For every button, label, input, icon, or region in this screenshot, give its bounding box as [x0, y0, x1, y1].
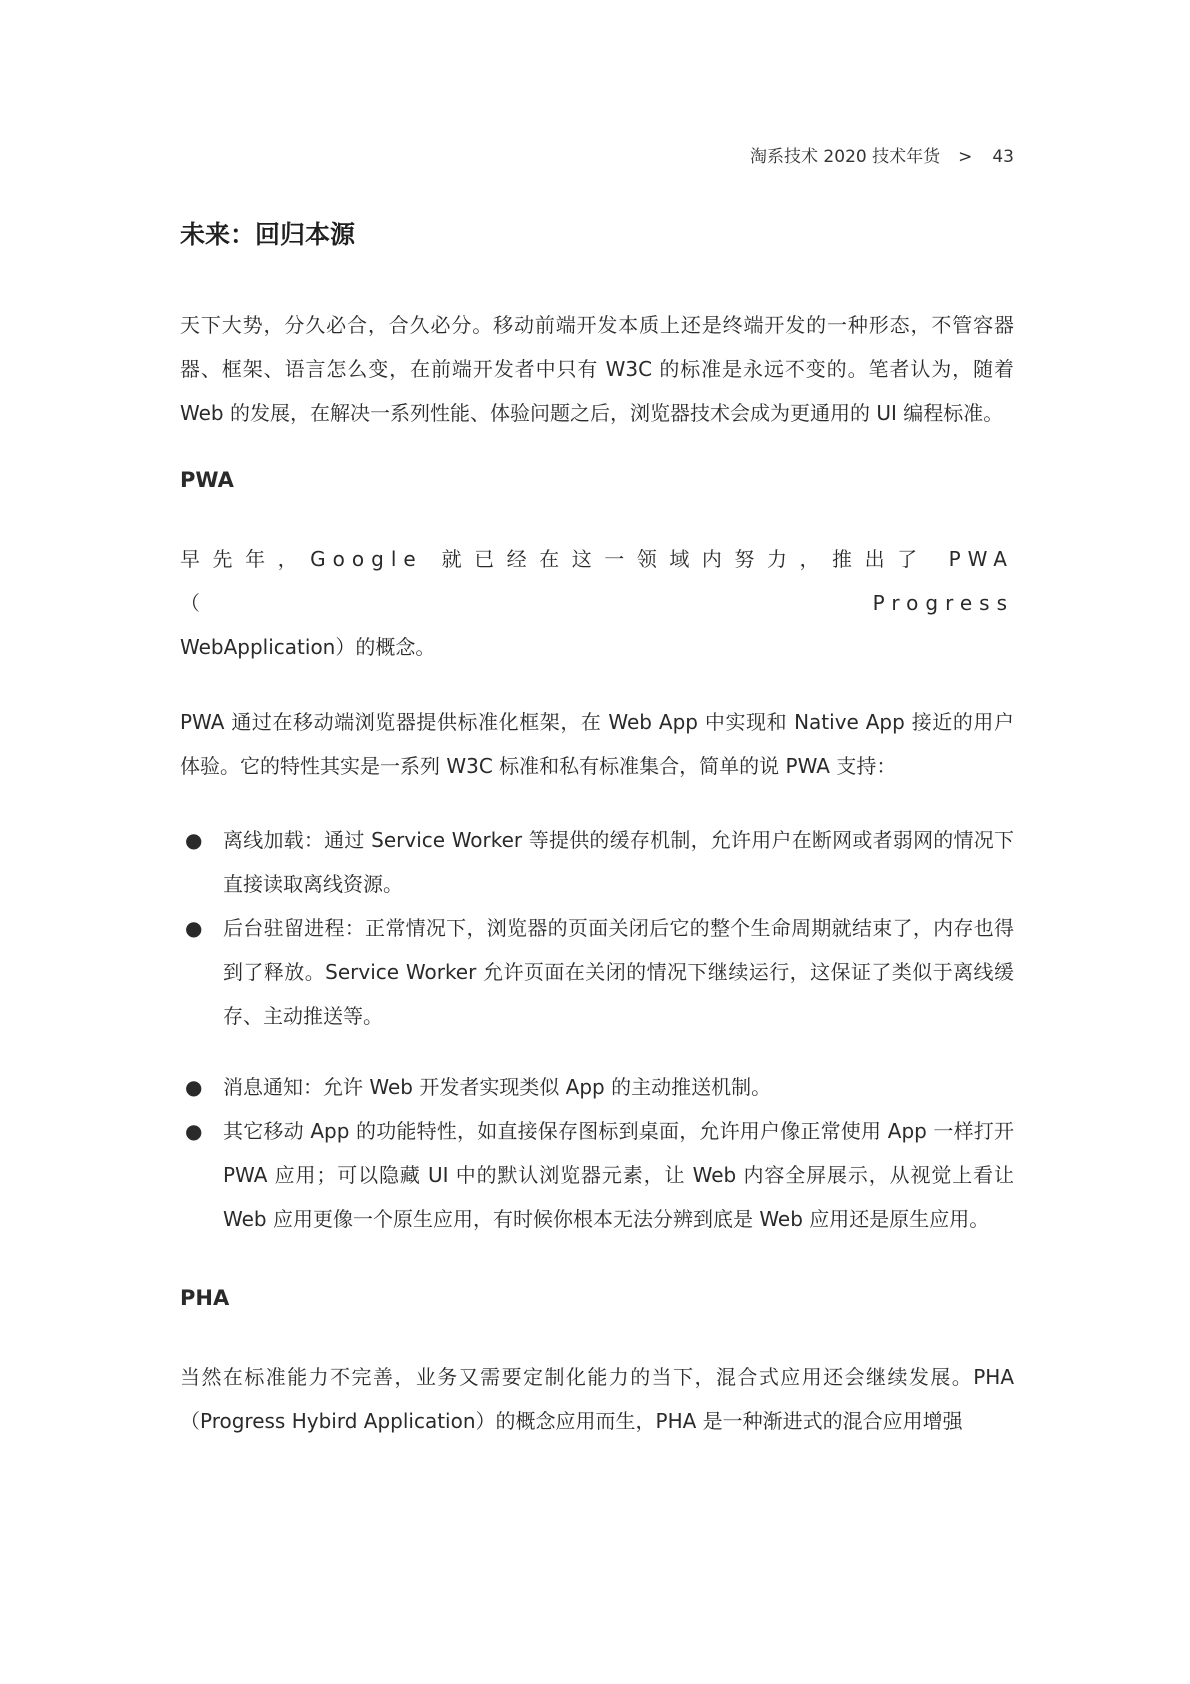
list-item-text: 离线加载：通过 Service Worker 等提供的缓存机制，允许用户在断网或者弱网的情况下直接读取离线资源。: [223, 828, 1014, 896]
list-item: [180, 1109, 1014, 1241]
list-item-text: 后台驻留进程：正常情况下，浏览器的页面关闭后它的整个生命周期就结束了，内存也得到了释放。Service Worker 允许页面在关闭的情况下继续运行，这保证了类似于离线缓存、主动推送等。: [223, 916, 1014, 1028]
list-item: [180, 1065, 1014, 1109]
pha-heading: PHA: [180, 1286, 230, 1310]
pwa-intro-line-1: 早先年，Google 就已经在这一领域内努力，推出了 PWA（Progress: [180, 547, 1014, 615]
pwa-intro-paragraph: [180, 537, 1014, 669]
list-item-text: 消息通知：允许 Web 开发者实现类似 App 的主动推送机制。: [223, 1075, 772, 1099]
pwa-intro-line-2: WebApplication）的概念。: [180, 635, 436, 659]
intro-paragraph: 天下大势，分久必合，合久必分。移动前端开发本质上还是终端开发的一种形态，不管容器器、框架、语言怎么变，在前端开发者中只有 W3C 的标准是永远不变的。笔者认为，随着 Web 的发展，在解决一系列性能、体验问题之后，浏览器技术会成为更通用的 UI 编程标准。: [180, 313, 1014, 425]
bullet-icon: ●: [185, 1075, 203, 1099]
page-number: 43: [992, 147, 1014, 167]
page-header: [750, 146, 1014, 168]
pha-paragraph: 当然在标准能力不完善，业务又需要定制化能力的当下，混合式应用还会继续发展。PHA（Progress Hybird Application）的概念应用而生，PHA 是一种渐进式的混合应用增强: [180, 1365, 1014, 1433]
bullet-icon: ●: [185, 1119, 203, 1143]
bullet-icon: ●: [185, 828, 203, 852]
list-item: [180, 818, 1014, 906]
book-title: 淘系技术 2020 技术年货: [750, 147, 941, 167]
pwa-feature-list: [180, 818, 1014, 1241]
page-content: [180, 218, 1014, 1443]
header-separator: >: [958, 147, 973, 167]
bullet-icon: ●: [185, 916, 203, 940]
list-item: [180, 906, 1014, 1038]
pwa-heading: PWA: [180, 468, 234, 492]
pwa-definition-paragraph: PWA 通过在移动端浏览器提供标准化框架，在 Web App 中实现和 Native App 接近的用户体验。它的特性其实是一系列 W3C 标准和私有标准集合，简单的说 PWA 支持：: [180, 710, 1014, 778]
section-title: 未来：回归本源: [180, 220, 356, 249]
list-item-text: 其它移动 App 的功能特性，如直接保存图标到桌面，允许用户像正常使用 App 一样打开 PWA 应用；可以隐藏 UI 中的默认浏览器元素，让 Web 内容全屏展示，从视觉上看让 Web 应用更像一个原生应用，有时候你根本无法分辨到底是 Web 应用还是原生应用。: [223, 1119, 1014, 1231]
